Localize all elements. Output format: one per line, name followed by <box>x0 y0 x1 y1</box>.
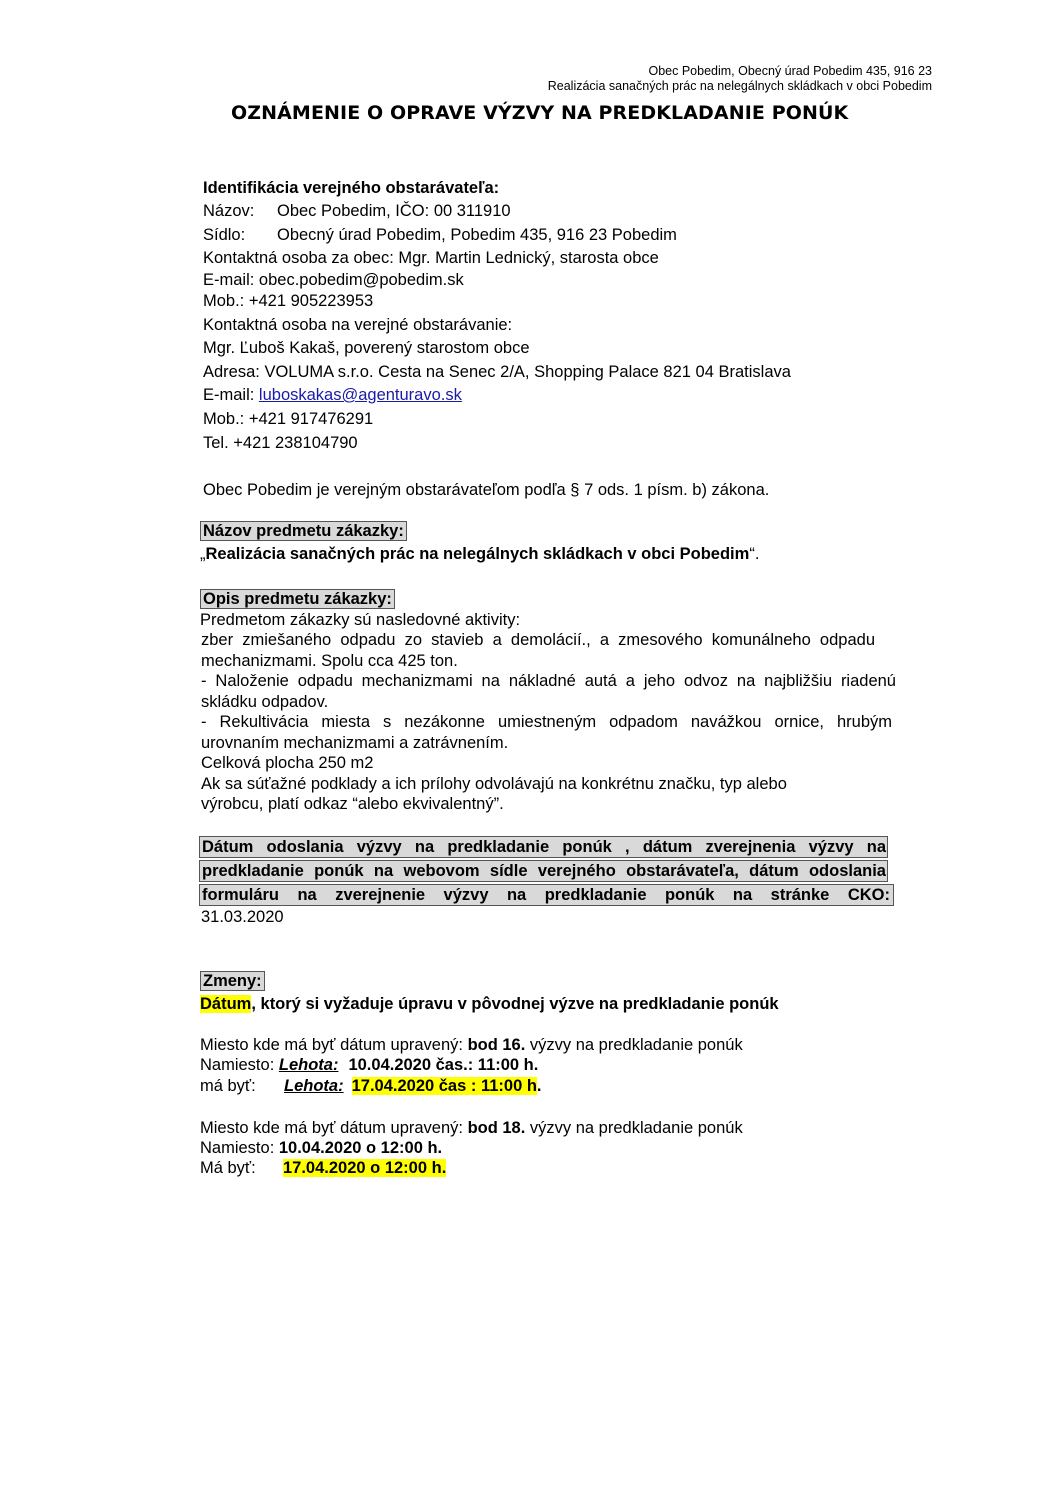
change1-instead-term: Lehota: <box>278 1056 339 1074</box>
change1-place-suffix: výzvy na predkladanie ponúk <box>525 1036 743 1054</box>
seat-label: Sídlo: <box>203 226 246 244</box>
change2-place-point: bod 18. <box>467 1119 526 1137</box>
change2-should-value: 17.04.2020 o 12:00 h. <box>283 1159 447 1177</box>
change2-instead <box>200 1138 442 1159</box>
statement: Obec Pobedim je verejným obstarávateľom podľa § 7 ods. 1 písm. b) zákona. <box>203 481 770 499</box>
subject-name-value: Realizácia sanačných prác na nelegálnych skládkach v obci Pobedim <box>205 545 750 563</box>
changes-subheading-rest: , ktorý si vyžaduje úpravu v pôvodnej výzve na predkladanie ponúk <box>251 995 779 1013</box>
email-procurement-label: E-mail: <box>203 386 259 404</box>
changes-heading: Zmeny: <box>200 971 265 991</box>
change1-should <box>200 1076 542 1097</box>
seat-row <box>203 225 677 246</box>
changes-subheading-highlight: Dátum <box>200 995 252 1013</box>
change1-instead-label: Namiesto: <box>200 1056 279 1074</box>
change1-should-value: 17.04.2020 čas : 11:00 h <box>351 1077 537 1095</box>
change1-place-prefix: Miesto kde má byť dátum upravený: <box>200 1036 468 1054</box>
description-line: - Naloženie odpadu mechanizmami na nákladné autá a jeho odvoz na najbližšiu riadenú <box>201 672 896 690</box>
subject-name-heading: Názov predmetu zákazky: <box>200 521 407 541</box>
dates-heading-line: Dátum odoslania výzvy na predkladanie ponúk , dátum zverejnenia výzvy na <box>202 838 886 856</box>
description-line: zber zmiešaného odpadu zo stavieb a demolácií., a zmesového komunálneho odpadu <box>201 631 875 649</box>
change1-should-term: Lehota: <box>284 1077 344 1095</box>
change2-should-label: Má byť: <box>200 1159 256 1177</box>
changes-subheading <box>200 994 779 1015</box>
change1-place-point: bod 16. <box>467 1036 526 1054</box>
contact-procurement: Kontaktná osoba na verejné obstarávanie: <box>203 316 513 334</box>
name-label: Názov: <box>203 202 255 220</box>
contact-municipality: Kontaktná osoba za obec: Mgr. Martin Lednický, starosta obce <box>203 249 659 267</box>
procurement-person: Mgr. Ľuboš Kakaš, poverený starostom obce <box>203 339 530 357</box>
identification-heading: Identifikácia verejného obstarávateľa: <box>203 179 500 197</box>
mobile-procurement: Mob.: +421 917476291 <box>203 410 374 428</box>
dates-value: 31.03.2020 <box>201 908 284 926</box>
description-line: výrobcu, platí odkaz “alebo ekvivalentný”. <box>201 795 504 813</box>
description-line: - Rekultivácia miesta s nezákonne umiestneným odpadom navážkou ornice, hrubým <box>201 713 892 731</box>
change2-place-prefix: Miesto kde má byť dátum upravený: <box>200 1119 468 1137</box>
change2-place-suffix: výzvy na predkladanie ponúk <box>525 1119 743 1137</box>
email-municipality: E-mail: obec.pobedim@pobedim.sk <box>203 271 464 289</box>
description-line: mechanizmami. Spolu cca 425 ton. <box>201 652 458 670</box>
header-line-1: Obec Pobedim, Obecný úrad Pobedim 435, 916 23 <box>648 64 932 78</box>
description-line: Predmetom zákazky sú nasledovné aktivity: <box>200 611 521 629</box>
change1-should-end: . <box>536 1077 542 1095</box>
subject-name-row <box>200 544 759 565</box>
change1-instead <box>200 1055 538 1076</box>
description-line: Celková plocha 250 m2 <box>201 754 374 772</box>
seat-value: Obecný úrad Pobedim, Pobedim 435, 916 23 Pobedim <box>277 226 677 244</box>
description-line: urovnaním mechanizmami a zatrávnením. <box>201 734 509 752</box>
description-line: Ak sa súťažné podklady a ich prílohy odvolávajú na konkrétnu značku, typ alebo <box>201 775 787 793</box>
dates-heading-line: predkladanie ponúk na webovom sídle verejného obstarávateľa, dátum odoslania <box>202 862 886 880</box>
change2-instead-label: Namiesto: <box>200 1139 279 1157</box>
change2-should <box>200 1158 446 1179</box>
change2-instead-value: 10.04.2020 o 12:00 h. <box>278 1139 443 1157</box>
name-value: Obec Pobedim, IČO: 00 311910 <box>277 202 511 220</box>
name-row <box>203 201 511 222</box>
email-procurement-link[interactable]: luboskakas@agenturavo.sk <box>258 386 462 404</box>
subject-name-open-quote: „ <box>200 545 206 563</box>
subject-name-close-quote: “. <box>749 545 760 563</box>
subject-description-heading-row <box>200 589 395 610</box>
change2-place <box>200 1118 743 1139</box>
dates-heading-line: formuláru na zverejnenie výzvy na predkladanie ponúk na stránke CKO: <box>202 886 890 904</box>
change1-instead-value: 10.04.2020 čas.: 11:00 h. <box>348 1056 539 1074</box>
subject-description-heading: Opis predmetu zákazky: <box>200 589 395 609</box>
change1-should-label: má byť: <box>200 1077 256 1095</box>
address: Adresa: VOLUMA s.r.o. Cesta na Senec 2/A, Shopping Palace 821 04 Bratislava <box>203 363 791 381</box>
document-title: OZNÁMENIE O OPRAVE VÝZVY NA PREDKLADANIE PONÚK <box>231 102 849 124</box>
changes-heading-row <box>200 971 265 992</box>
phone: Tel. +421 238104790 <box>203 434 358 452</box>
email-procurement-row <box>203 385 462 406</box>
header-line-2: Realizácia sanačných prác na nelegálnych skládkach v obci Pobedim <box>547 79 932 93</box>
subject-name-heading-row <box>200 521 407 542</box>
mobile-municipality: Mob.: +421 905223953 <box>203 292 374 310</box>
change1-place <box>200 1035 743 1056</box>
description-line: skládku odpadov. <box>201 693 329 711</box>
